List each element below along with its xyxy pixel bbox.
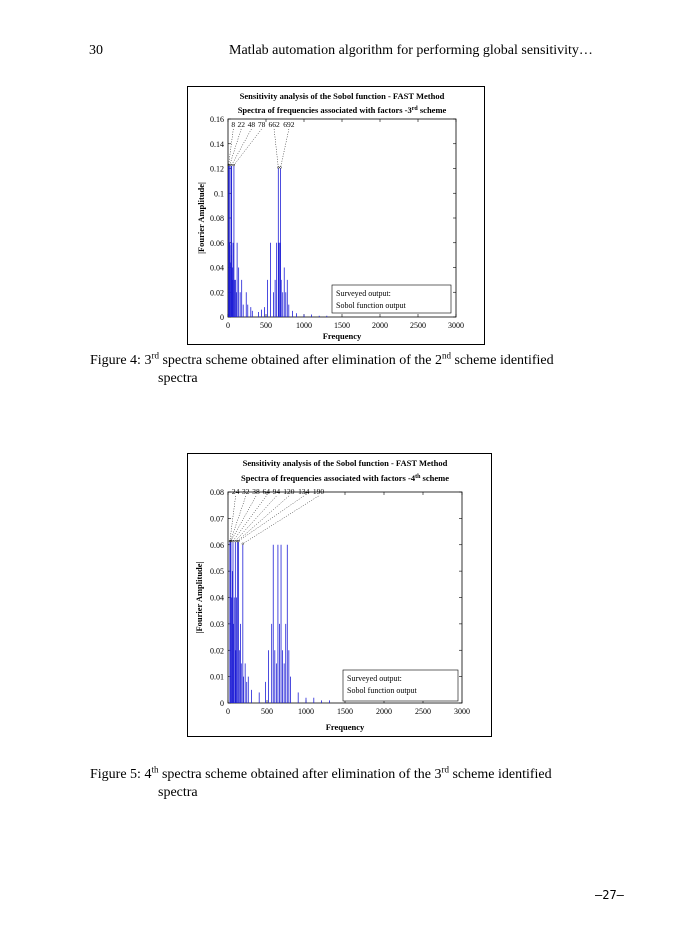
peak-annotation-label: 190 [312, 487, 325, 496]
peak-annotation-label: 94 [272, 487, 281, 496]
running-title: Matlab automation algorithm for performing global sensitivity… [229, 43, 593, 58]
figure-4-caption [90, 352, 610, 388]
x-tick-label: 1500 [337, 707, 353, 716]
peak-annotation-label: 134 [298, 487, 310, 496]
legend-line: Sobol function output [347, 686, 417, 695]
legend-line: Sobol function output [336, 301, 406, 310]
peak-annotation-leader [232, 129, 252, 165]
x-tick-label: 500 [260, 321, 272, 330]
x-axis-label: Frequency [325, 722, 365, 732]
page-number: 30 [89, 43, 103, 58]
caption-sup: rd [441, 764, 449, 775]
legend-line: Surveyed output: [347, 674, 402, 683]
x-tick-label: 3000 [448, 321, 464, 330]
y-tick-label: 0 [220, 313, 224, 322]
caption-text: scheme identified [448, 767, 552, 782]
y-tick-label: 0.06 [210, 540, 224, 550]
y-tick-label: 0 [220, 699, 224, 708]
y-tick-label: 0.03 [210, 619, 224, 629]
peak-annotation-label: 8 [231, 120, 236, 129]
peak-annotation-marker [242, 543, 244, 545]
y-tick-label: 0.16 [210, 115, 224, 124]
x-tick-label: 500 [261, 707, 273, 716]
figure-4-chart [187, 86, 485, 345]
peak-annotation-leader [234, 129, 262, 165]
peak-annotation-label: 38 [252, 487, 260, 496]
figure-4-svg [188, 87, 484, 344]
peak-annotation-label: 662 [268, 120, 280, 129]
peak-annotation-leader [281, 129, 289, 168]
peak-annotation-label: 120 [283, 487, 295, 496]
peak-annotation-marker [232, 540, 234, 542]
x-axis-label: Frequency [322, 331, 362, 341]
caption-sup: nd [441, 350, 451, 361]
caption-sup: th [151, 764, 159, 775]
y-tick-label: 0.04 [210, 263, 224, 273]
x-tick-label: 3000 [454, 707, 470, 716]
x-tick-label: 2500 [415, 707, 431, 716]
x-tick-label: 2500 [410, 321, 426, 330]
x-tick-label: 2000 [372, 321, 388, 330]
caption-text: Figure 4: 3 [90, 353, 152, 368]
peak-annotation-label: 78 [257, 120, 266, 129]
figure-5-svg [188, 454, 491, 736]
y-axis-label: |Fourier Amplitude| [194, 561, 204, 634]
x-tick-label: 2000 [376, 707, 392, 716]
peak-annotation-label: 48 [247, 120, 256, 129]
y-tick-label: 0.07 [210, 514, 224, 524]
y-tick-label: 0.08 [210, 214, 224, 223]
peak-annotation-marker [234, 540, 236, 542]
caption-text: Figure 5: 4 [90, 767, 152, 782]
caption-continuation: spectra [158, 371, 198, 386]
x-tick-label: 1000 [296, 321, 312, 330]
y-tick-label: 0.02 [210, 646, 224, 656]
y-tick-label: 0.1 [214, 189, 224, 199]
peak-annotation-label: 24 [231, 487, 240, 496]
chart-title: Sensitivity analysis of the Sobol function - FAST Method [239, 91, 445, 101]
peak-annotation-label: 692 [283, 120, 295, 129]
peak-annotation-leader [274, 129, 278, 168]
caption-text: scheme identified [450, 353, 554, 368]
legend-line: Surveyed output: [336, 289, 391, 298]
caption-continuation: spectra [158, 785, 198, 800]
y-tick-label: 0.08 [210, 488, 224, 497]
peak-annotation-leader [235, 496, 276, 541]
peak-annotation-marker [231, 164, 233, 166]
x-tick-label: 1000 [298, 707, 314, 716]
y-tick-label: 0.14 [210, 139, 224, 149]
x-tick-label: 0 [226, 707, 230, 716]
y-tick-label: 0.01 [210, 672, 224, 682]
x-tick-label: 0 [226, 321, 230, 330]
peak-annotation-leader [237, 496, 289, 541]
caption-text: spectra scheme obtained after elimination of the 3 [158, 767, 442, 782]
y-tick-label: 0.02 [210, 288, 224, 298]
y-axis-label: |Fourier Amplitude| [196, 182, 206, 254]
x-tick-label: 1500 [334, 321, 350, 330]
chart-title: Sensitivity analysis of the Sobol function - FAST Method [242, 458, 448, 468]
figure-5-chart [187, 453, 492, 737]
peak-annotation-leader [238, 496, 303, 541]
peak-annotation-leader [230, 129, 242, 165]
caption-text: spectra scheme obtained after elimination of the 2 [158, 353, 442, 368]
y-tick-label: 0.12 [210, 164, 224, 174]
chart-subtitle: Spectra of frequencies associated with factors -3rd scheme [237, 105, 447, 115]
chart-subtitle: Spectra of frequencies associated with factors -4th scheme [241, 473, 449, 483]
y-tick-label: 0.04 [210, 593, 224, 603]
peak-annotation-label: 22 [237, 120, 245, 129]
peak-annotation-leader [231, 496, 256, 541]
peak-annotation-label: 64 [262, 487, 270, 496]
figure-5-caption [90, 766, 610, 802]
y-tick-label: 0.06 [210, 238, 224, 248]
caption-sup: rd [151, 350, 159, 361]
peak-annotation-label: 32 [242, 487, 250, 496]
page-footer-number: –27– [595, 888, 624, 902]
peak-annotation-leader [233, 496, 266, 541]
peak-annotation-marker [280, 167, 282, 169]
y-tick-label: 0.05 [210, 567, 224, 577]
peak-annotation-leader [229, 129, 234, 165]
